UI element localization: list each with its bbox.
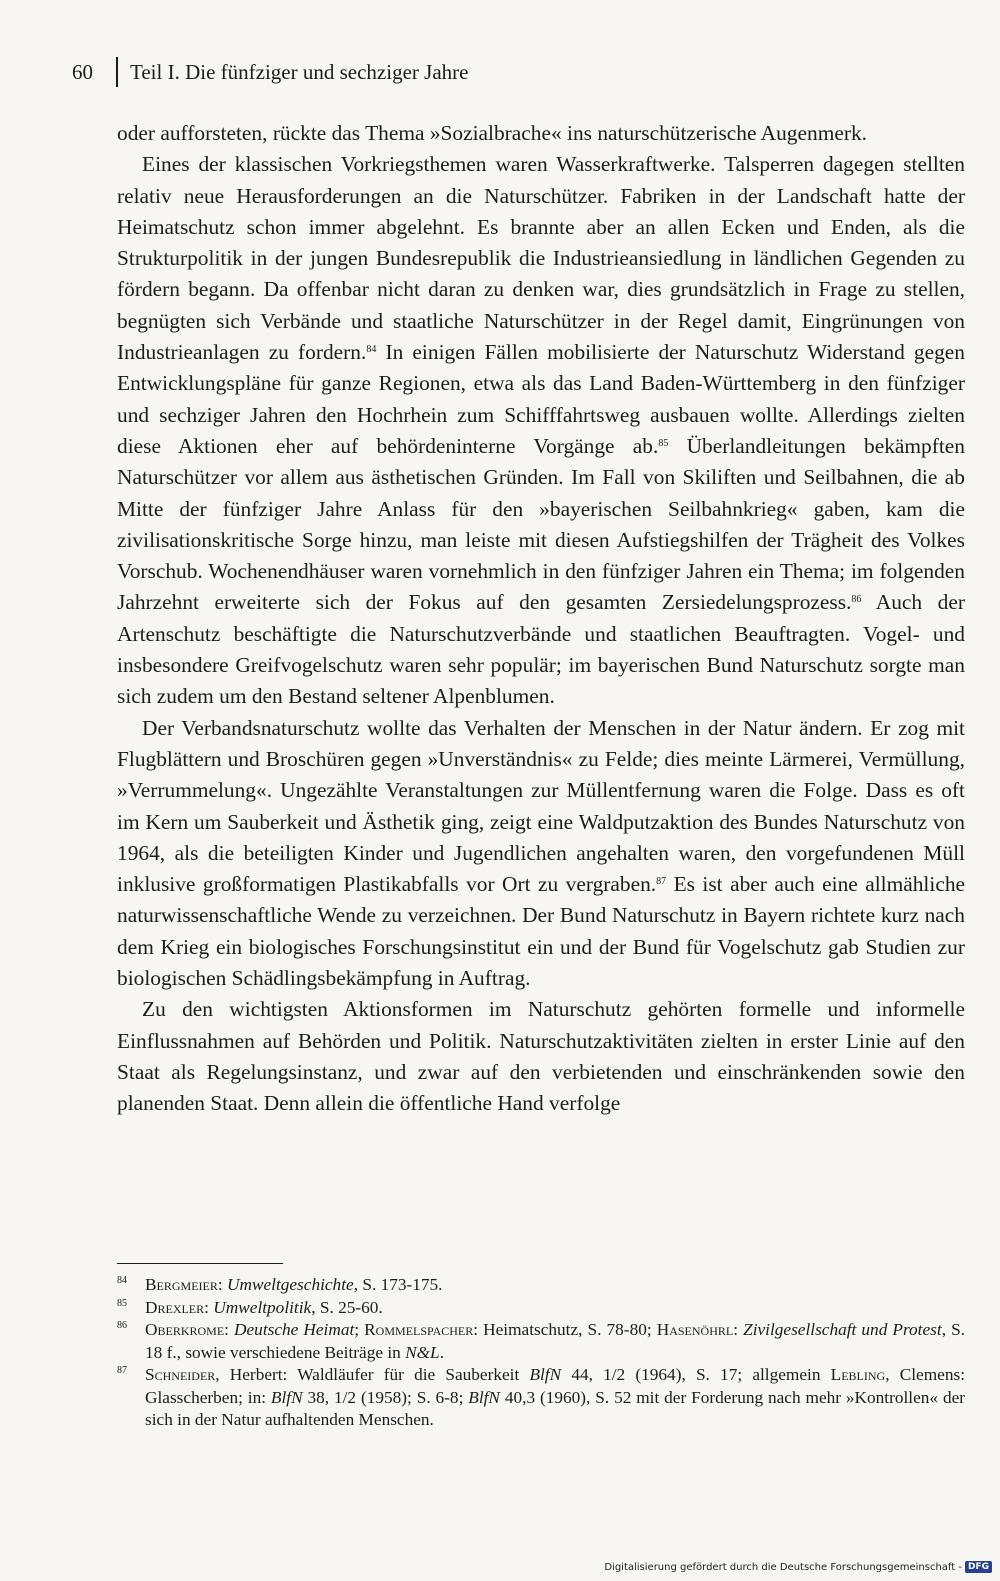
footnote-author: Lebling <box>830 1365 886 1384</box>
footnote-reference[interactable]: 87 <box>656 876 667 888</box>
paragraph-text: oder aufforsteten, rückte das Thema »Sozialbrache« ins naturschützerische Augenmerk. <box>117 121 867 145</box>
footnote-text: : Heimatschutz, S. 78-80; <box>473 1320 657 1339</box>
paragraph-text: Es ist aber auch eine allmähliche naturwissenschaftliche Wende zu verzeichnen. Der Bund Naturschutz in Bayern richtete kurz nach dem Krieg ein biologisches Forschungsinstitut ein und der Bund für Vogelschutz gab Studien zur biologischen Schädlingsbekämpfung in Auftrag. <box>117 872 966 991</box>
footnote-author: Oberkrome <box>145 1320 225 1339</box>
footnote-title: BlfN <box>529 1365 562 1384</box>
footnote-author: Rommelspacher <box>364 1320 474 1339</box>
footnote-number: 86 <box>117 1320 127 1331</box>
footnote-text: , Herbert: Waldläufer für die Sauberkeit <box>215 1365 530 1384</box>
paragraph-text: Auch der Artenschutz beschäftigte die Naturschutzverbände und staatlichen Beauftragten. Vogel- und insbesondere Greifvogelschutz waren sehr populär; im bayerischen Bund Naturschutz sorgte man sich zudem um den Bestand seltener Alpenblumen. <box>117 590 965 709</box>
footnote-text: . <box>439 1342 445 1362</box>
footnote-text: : <box>204 1297 214 1317</box>
footnote-title: BlfN <box>468 1387 500 1407</box>
footnote <box>117 1364 965 1432</box>
paragraph-text: Zu den wichtigsten Aktionsformen im Naturschutz gehörten formelle und informelle Einflussnahmen auf Behörden und Politik. Naturschutzaktivitäten zielten in erster Linie auf den Staat als Regelungsinstanz, und zwar auf den verbietenden und einschränkenden sowie den planenden Staat. Denn allein die öffentliche Hand verfolge <box>117 997 965 1116</box>
running-title: Teil I. Die fünfziger und sechziger Jahre <box>130 59 469 84</box>
footnote-reference[interactable]: 84 <box>366 344 377 356</box>
footnote-author: Hasenöhrl <box>656 1320 734 1339</box>
footnote-text: 38, 1/2 (1958); S. 6-8; <box>302 1387 469 1407</box>
credit-text: Digitalisierung gefördert durch die Deutsche Forschungsgemeinschaft - <box>604 1561 962 1573</box>
footnote-reference[interactable]: 85 <box>658 437 669 449</box>
footnote-title: Umweltpolitik <box>213 1297 312 1317</box>
footnote-title: Zivilgesellschaft und Protest <box>743 1320 942 1339</box>
footnote-title: N&L <box>405 1342 440 1362</box>
paragraph <box>117 713 965 995</box>
footnote <box>117 1319 965 1364</box>
paragraph <box>117 118 965 149</box>
footnote-text: : <box>224 1320 235 1339</box>
dfg-logo: DFG <box>965 1561 992 1573</box>
footnote-text: , S. 173-175. <box>353 1275 443 1294</box>
footnote-number: 87 <box>117 1365 127 1376</box>
paragraph <box>117 994 965 1119</box>
paragraph-text: Der Verbandsnaturschutz wollte das Verhalten der Menschen in der Natur ändern. Er zog mit Flugblättern und Broschüren gegen »Unverständnis« zu Felde; dies meinte Lärmerei, Vermüllung, »Verrummelung«. Ungezählte Veranstaltungen zur Müllentfernung waren die Folge. Dass es oft im Kern um Sauberkeit und Ästhetik ging, zeigt eine Waldputzaktion des Bundes Naturschutz von 1964, als die beteiligten Kinder und Jugendlichen angehalten waren, den vorgefundenen Müll inklusive großformatigen Plastikabfalls vor Ort zu vergraben. <box>117 715 965 897</box>
footnote-text: : <box>733 1320 744 1339</box>
footnote-text: 44, 1/2 (1964), S. 17; allgemein <box>561 1365 831 1384</box>
footnote-title: Deutsche Heimat <box>234 1320 355 1339</box>
footnote-title: Umweltgeschichte <box>226 1275 354 1294</box>
footnote-text: , S. 18 f., sowie verschiedene Beiträge in <box>145 1320 966 1362</box>
header-divider <box>116 57 118 87</box>
page-number: 60 <box>72 59 93 84</box>
paragraph-text: Eines der klassischen Vorkriegsthemen waren Wasserkraftwerke. Talsperren dagegen stellten relativ neue Herausforderungen an die Naturschützer. Fabriken in der Landschaft hatte der Heimatschutz schon immer abgelehnt. Es brannte aber an allen Ecken und Enden, als die Strukturpolitik in der jungen Bundesrepublik die Industrieansiedlung in ländlichen Gegenden zu fördern begann. Da offenbar nicht daran zu denken war, dies grundsätzlich in Frage zu stellen, begnügten sich Verbände und staatliche Naturschützer in der Regel damit, Eingrünungen von Industrieanlagen zu fordern. <box>117 152 965 365</box>
footnote-author: Drexler <box>145 1297 205 1317</box>
footnotes <box>117 1274 965 1432</box>
footnote-text: 40,3 (1960), S. 52 mit der Forderung nach mehr »Kontrollen« der sich in der Natur aufhaltenden Menschen. <box>145 1387 966 1429</box>
paragraph-text: In einigen Fällen mobilisierte der Naturschutz Widerstand gegen Entwicklungspläne für ganze Regionen, etwa als das Land Baden-Württemberg in den fünfziger und sechziger Jahren den Hochrhein zum Schifffahrtsweg ausbauen wollte. Allerdings zielten diese Aktionen eher auf behördeninterne Vorgänge ab. <box>117 340 965 458</box>
footnote-reference[interactable]: 86 <box>851 594 862 606</box>
main-text <box>117 118 965 1120</box>
digitization-credit <box>604 1561 992 1573</box>
running-header <box>72 55 468 89</box>
footnote-number: 85 <box>117 1297 127 1309</box>
footnote <box>117 1274 965 1297</box>
footnote-author: Schneider <box>145 1365 216 1384</box>
footnote <box>117 1297 965 1320</box>
footnote-number: 84 <box>117 1275 127 1286</box>
footnote-title: BlfN <box>270 1387 303 1407</box>
footnote-text: , Clemens: Glasscherben; in: <box>145 1365 965 1407</box>
footnote-text: : <box>217 1275 227 1294</box>
paragraph-text: Überlandleitungen bekämpften Naturschützer vor allem aus ästhetischen Gründen. Im Fall von Skiliften und Seilbahnen, die ab Mitte der fünfziger Jahre Anlass für den »bayerischen Seilbahnkrieg« gaben, kam die zivilisationskritische Sorge hinzu, man leiste mit diesen Aufstiegshilfen der Trägheit des Volkes Vorschub. Wochenendhäuser waren vornehmlich in den fünfziger Jahren ein Thema; im folgenden Jahrzehnt erweiterte sich der Fokus auf den gesamten Zersiedelungsprozess. <box>117 433 965 615</box>
footnote-text: ; <box>354 1320 365 1339</box>
footnote-separator <box>117 1263 283 1264</box>
footnote-text: , S. 25-60. <box>311 1297 383 1317</box>
footnote-author: Bergmeier <box>145 1275 218 1294</box>
paragraph <box>117 149 965 712</box>
